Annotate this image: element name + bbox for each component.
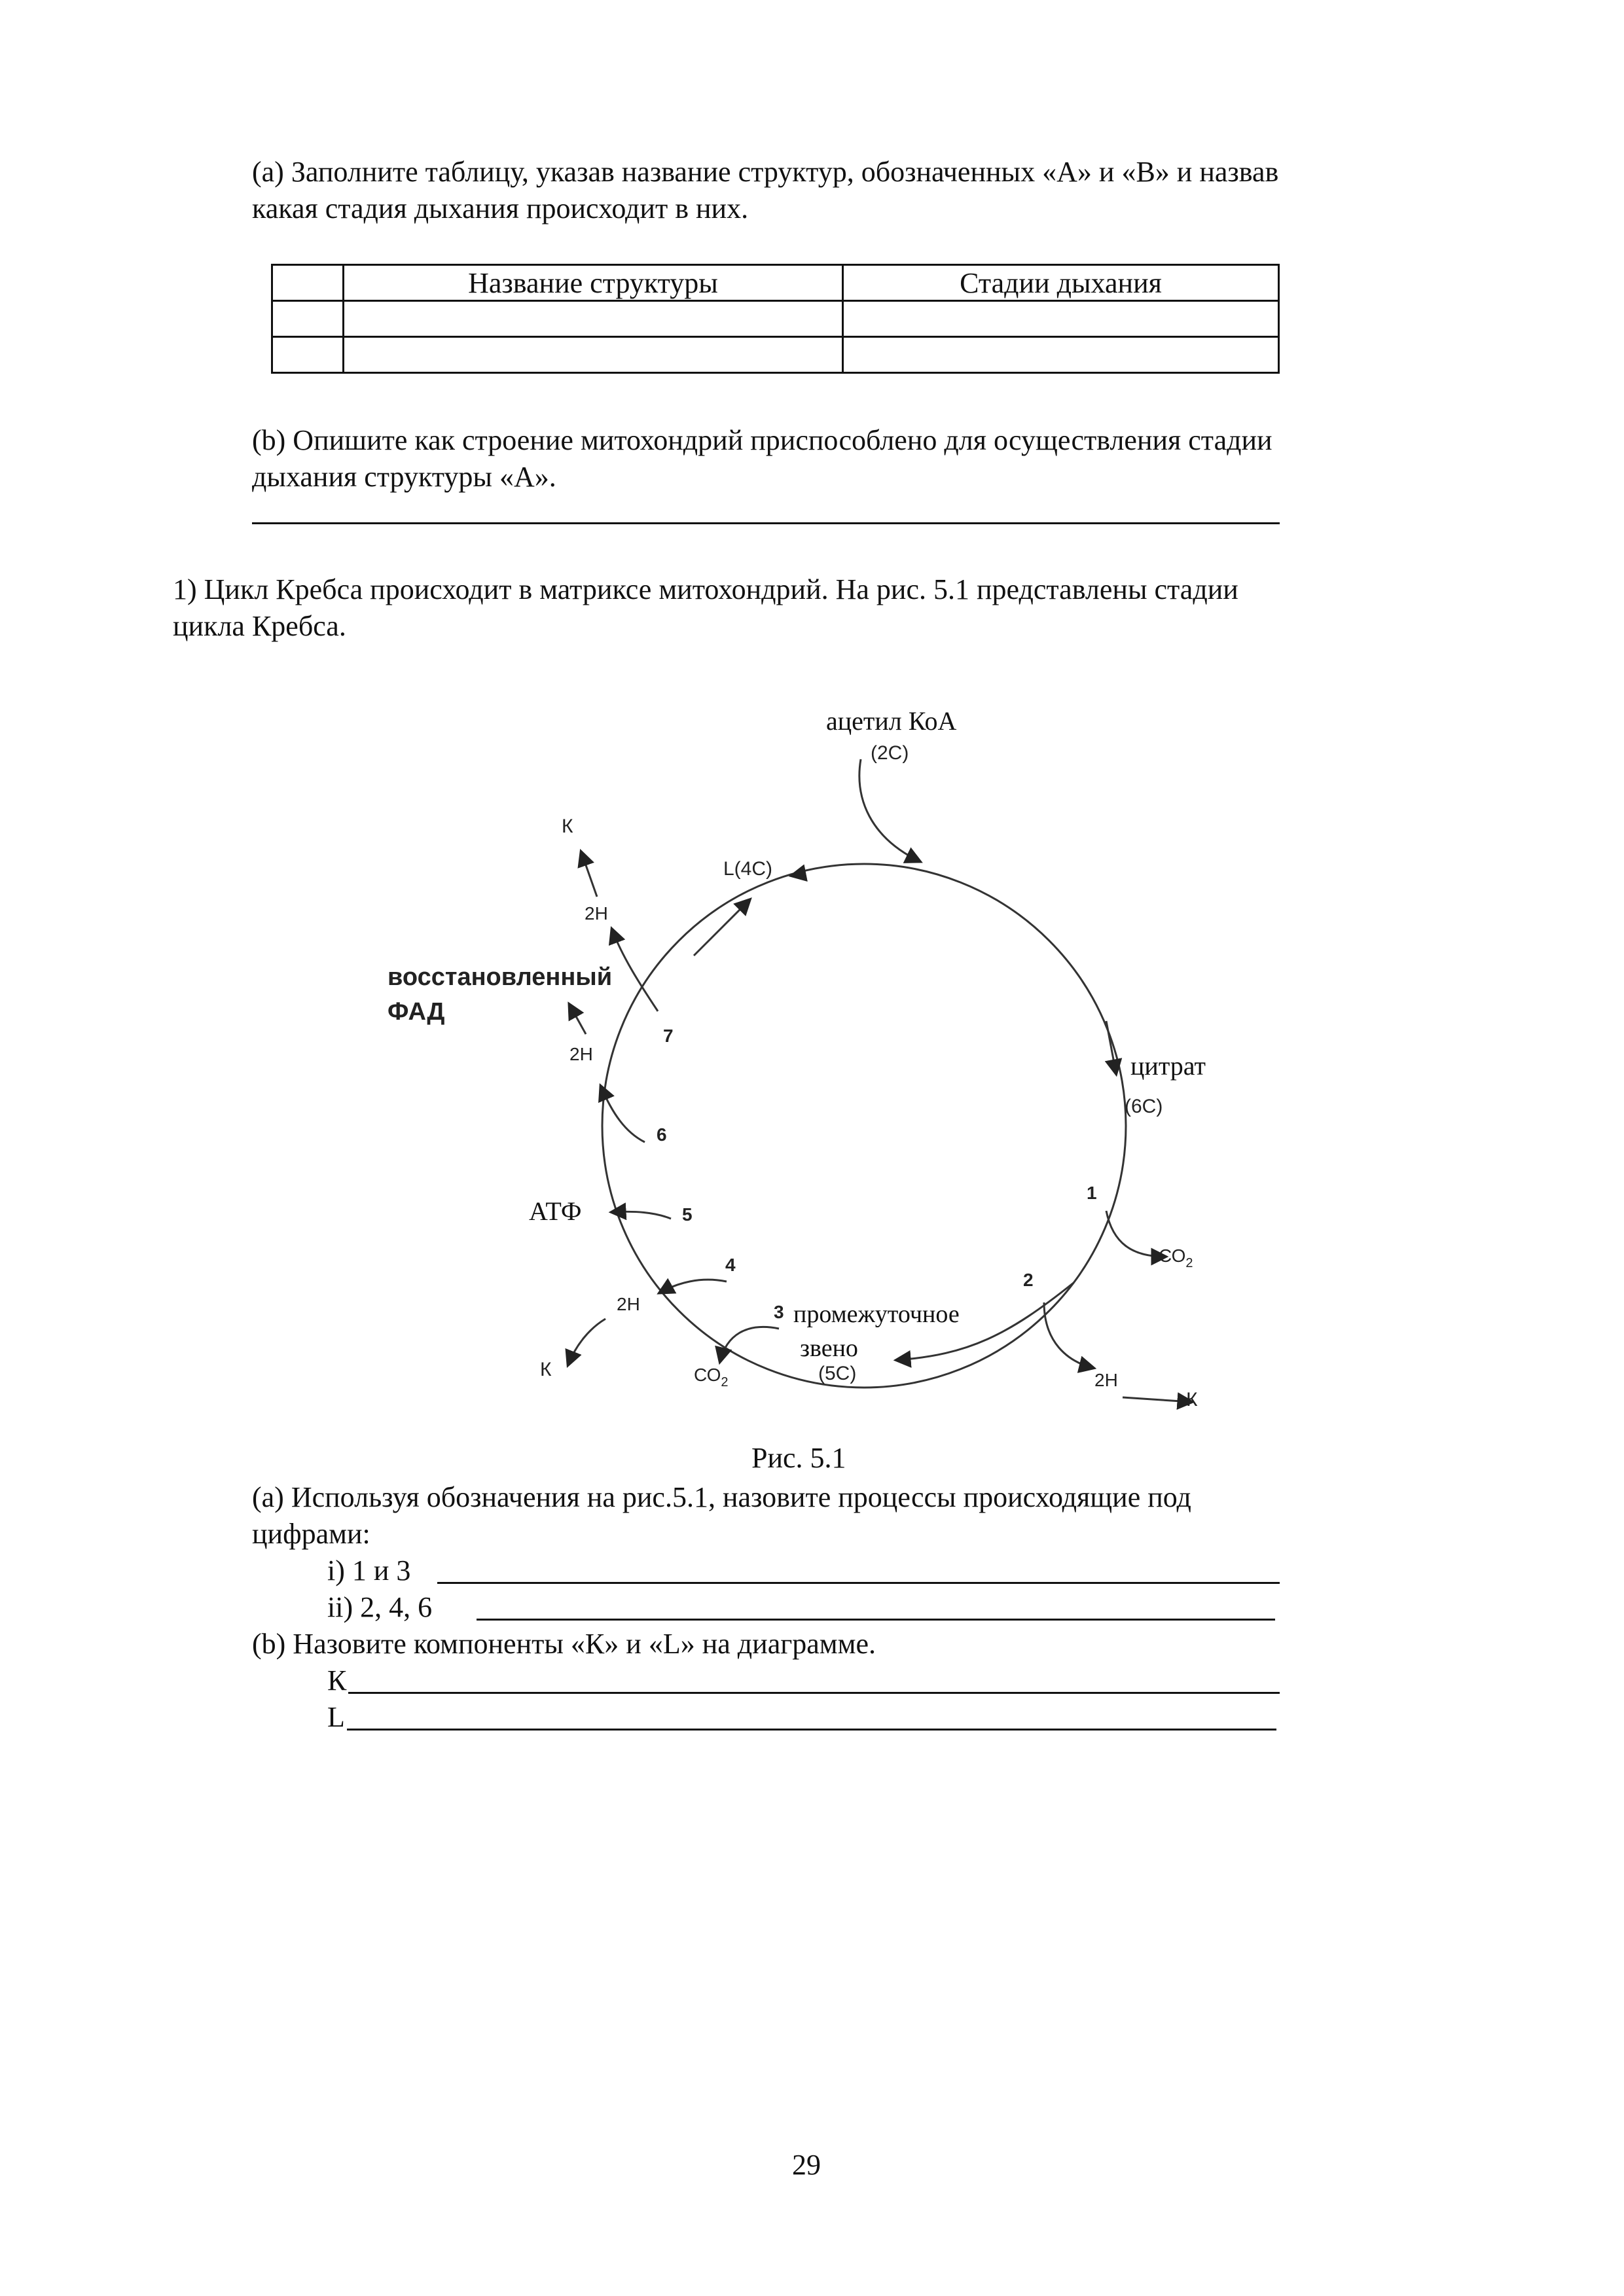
2h-label-6: 2Н xyxy=(569,1044,593,1064)
l-arrow xyxy=(694,900,749,956)
fad-arrow xyxy=(569,1005,586,1034)
co2-label-1: $СО_2$ xyxy=(1159,1246,1193,1270)
question-c-line1: (а) Используя обозначения на рис.5.1, назовите процессы происходящие под xyxy=(252,1481,1191,1513)
table-header-cell: Название структуры xyxy=(344,265,843,301)
atp-label: АТФ xyxy=(529,1196,582,1226)
2h-label-4: 2Н xyxy=(617,1294,640,1314)
k-label-7: К xyxy=(562,816,573,837)
question-b-line1: (b) Опишите как строение митохондрий приспособлено для осуществления стадии xyxy=(252,424,1272,456)
answer-line-ii[interactable] xyxy=(477,1619,1275,1621)
question-d-text: (b) Назовите компоненты «К» и «L» на диаграмме. xyxy=(252,1628,876,1660)
acetyl-coa-carbons-label: (2С) xyxy=(871,742,909,764)
step-number-5: 5 xyxy=(682,1204,693,1225)
citrate-label: цитрат xyxy=(1130,1051,1206,1081)
reduced-fad-label-line1: восстановленный xyxy=(388,963,613,991)
question-a-line1: (a) Заполните таблицу, указав название структур, обозначенных «А» и «В» и назвав xyxy=(252,156,1279,188)
k-label-2: К xyxy=(1186,1389,1198,1410)
step-number-2: 2 xyxy=(1023,1270,1034,1290)
l-label: L(4С) xyxy=(723,858,773,880)
step-number-3: 3 xyxy=(774,1302,784,1322)
item-k-label: К xyxy=(327,1664,347,1696)
atp-arrow xyxy=(612,1211,671,1219)
co2-label-3: $СО_2$ xyxy=(694,1365,729,1390)
co2-arrow-3 xyxy=(720,1327,779,1361)
answer-line-i[interactable] xyxy=(437,1582,1280,1584)
item-l-label: L xyxy=(327,1701,345,1733)
step-number-4: 4 xyxy=(725,1255,736,1275)
answer-line-l[interactable] xyxy=(347,1729,1276,1731)
k-arrow-4 xyxy=(568,1319,605,1365)
acetyl-coa-label: ацетил КоА xyxy=(826,706,957,736)
step-number-1: 1 xyxy=(1087,1183,1097,1203)
figure-caption: Рис. 5.1 xyxy=(751,1442,846,1474)
intermediate-carbons-label: (5С) xyxy=(818,1363,857,1384)
task1-line1: 1) Цикл Кребса происходит в матриксе митохондрий. На рис. 5.1 представлены стадии xyxy=(173,573,1238,605)
2h-arrow-6 xyxy=(601,1086,645,1142)
2h-label-2: 2Н xyxy=(1094,1370,1118,1390)
intermediate-label-line2: звено xyxy=(800,1335,858,1362)
question-a-line2: какая стадия дыхания происходит в них. xyxy=(252,192,749,224)
citrate-carbons-label: (6С) xyxy=(1125,1096,1163,1117)
step-number-6: 6 xyxy=(657,1124,667,1145)
intermediate-label-line1: промежуточное xyxy=(793,1300,960,1328)
2h-arrow-4 xyxy=(660,1280,727,1293)
k-arrow-7 xyxy=(581,852,597,897)
co2-arrow-1 xyxy=(1106,1211,1165,1257)
question-b-line2: дыхания структуры «А». xyxy=(252,461,556,493)
2h-label-7: 2Н xyxy=(585,903,608,924)
table-header-cell: Стадии дыхания xyxy=(843,265,1279,301)
item-i-label: i) 1 и 3 xyxy=(327,1554,411,1587)
2h-arrow-2 xyxy=(1044,1302,1093,1368)
acetyl-coa-arrow xyxy=(859,759,920,861)
k-label-4: К xyxy=(540,1359,552,1380)
k-arrow-2 xyxy=(1123,1397,1191,1402)
task1-line2: цикла Кребса. xyxy=(173,610,346,642)
question-c-line2: цифрами: xyxy=(252,1518,370,1550)
page-number: 29 xyxy=(792,2149,821,2181)
item-ii-label: ii) 2, 4, 6 xyxy=(327,1591,433,1623)
answer-line-k[interactable] xyxy=(348,1692,1280,1694)
step-number-7: 7 xyxy=(663,1026,674,1046)
reduced-fad-label-line2: ФАД xyxy=(388,998,445,1026)
